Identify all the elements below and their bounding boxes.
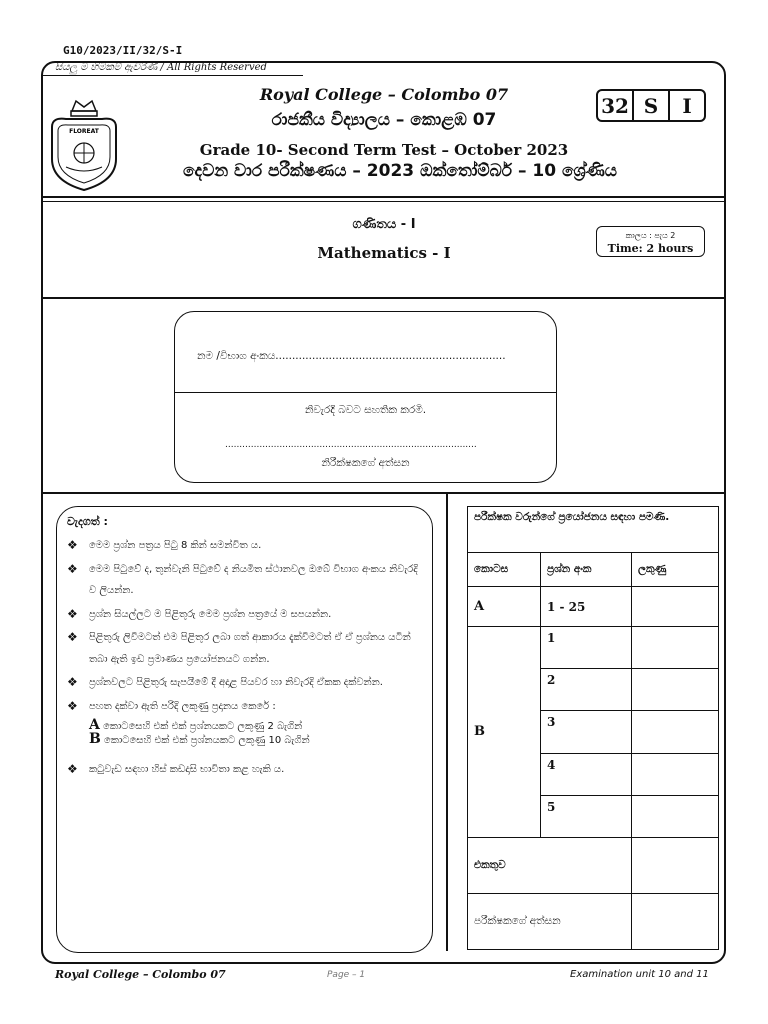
table-caption: පරීක්ෂක වරුන්ගේ ප්‍රයෝජනය සඳහා පමණි. bbox=[468, 507, 719, 553]
instruction-item: ❖ මෙම පිටුවේ ද, තුන්වැනි පිටුවේ ද නියමිත ස්ථානවල ඔබේ විභාග අංකය නිවැරදි ව ලියන්න. bbox=[67, 559, 420, 602]
question-number: 1 bbox=[541, 627, 632, 669]
part-b-cell: B bbox=[468, 627, 541, 837]
certify-text: නිවැරදි බවට සහතික කරමි. bbox=[304, 404, 427, 416]
footer-school: Royal College – Colombo 07 bbox=[55, 968, 226, 981]
part-a-letter: A bbox=[89, 717, 100, 733]
test-title-en: Grade 10- Second Term Test – October 2023 bbox=[199, 141, 569, 159]
bullet-icon: ❖ bbox=[67, 762, 78, 776]
part-a-cell: A bbox=[468, 587, 541, 627]
question-number: 4 bbox=[541, 753, 632, 795]
rights-underline bbox=[41, 75, 303, 76]
bullet-icon: ❖ bbox=[67, 538, 78, 552]
question-marks-cell[interactable] bbox=[632, 795, 719, 837]
time-si: කාලය : පැය 2 bbox=[625, 231, 676, 240]
bullet-icon: ❖ bbox=[67, 698, 78, 713]
part-a-allocation: කොටසෙහි එක් එක් ප්‍රශ්නයකට ලකුණු 2 බැගින් bbox=[103, 721, 303, 732]
bullet-icon: ❖ bbox=[67, 675, 78, 689]
instruction-item: ❖ පිළිතුරු ලිවීමටත් එම පිළිතුර ලබා ගත් ආකාරය දැක්වීමටත් ඒ ඒ ප්‍රශ්නය යටින් තබා ඇති ඉඩ ප්‍රමාණය ප්‍රයෝජනයට ගන්න. bbox=[67, 627, 420, 670]
header-rule-2 bbox=[41, 201, 726, 202]
instruction-item: ❖ කටුවැඩ සඳහා හිස් කඩදාසි භාවිතා කළ හැකි ය. bbox=[67, 759, 420, 781]
instructions-list bbox=[67, 535, 420, 717]
time-en: Time: 2 hours bbox=[607, 242, 694, 255]
footer-page: Page – 1 bbox=[327, 970, 366, 980]
document-code: G10/2023/II/32/S-I bbox=[63, 44, 183, 57]
part-b-letter: B bbox=[89, 731, 101, 747]
examiner-marks-table bbox=[467, 506, 719, 950]
part-b-allocation: කොටසෙහි එක් එක් ප්‍රශ්නයකට ලකුණු 10 බැගින් bbox=[104, 735, 310, 746]
question-marks-cell[interactable] bbox=[632, 627, 719, 669]
time-box bbox=[596, 226, 705, 257]
part-a-marks-cell[interactable] bbox=[632, 587, 719, 627]
supervisor-signature-label: නිරීක්ෂකගේ අත්සන bbox=[321, 457, 410, 469]
rights-notice: සියලු ම හිමිකම් ඇවිරිණි / All Rights Reserved bbox=[55, 62, 267, 73]
school-name-en: Royal College – Colombo 07 bbox=[259, 85, 509, 104]
header-marks: ලකුණු bbox=[632, 553, 719, 587]
subject-en: Mathematics - I bbox=[317, 244, 451, 262]
question-marks-cell[interactable] bbox=[632, 753, 719, 795]
header-part: කොටස bbox=[468, 553, 541, 587]
signature-line[interactable]: ........................................................................................ bbox=[225, 440, 477, 450]
examiner-signature-cell[interactable] bbox=[632, 893, 719, 949]
crest-motto: FLOREAT bbox=[69, 128, 99, 135]
question-number: 3 bbox=[541, 711, 632, 753]
footer-exam-unit: Examination unit 10 and 11 bbox=[570, 969, 709, 980]
instruction-item: ❖ ප්‍රශ්නවලට පිළිතුරු සැපයීමේ දී අදාළ පියවර හා නිවැරදි ඒකක දක්වන්න. bbox=[67, 672, 420, 694]
marks-allocation bbox=[67, 719, 420, 747]
code-box-grade: 32 bbox=[598, 91, 634, 120]
section-divider-1 bbox=[41, 297, 726, 299]
bullet-icon: ❖ bbox=[67, 561, 78, 576]
bullet-icon: ❖ bbox=[67, 630, 78, 644]
question-marks-cell[interactable] bbox=[632, 669, 719, 711]
instruction-item: ❖ පහත දක්වා ඇති පරිදි ලකුණු ප්‍රදානය කෙරේ : bbox=[67, 696, 420, 718]
paper-code-boxes bbox=[596, 89, 706, 122]
code-box-paper: I bbox=[682, 93, 692, 118]
question-marks-cell[interactable] bbox=[632, 711, 719, 753]
candidate-box-divider bbox=[175, 392, 556, 393]
candidate-box bbox=[174, 311, 557, 483]
section-divider-2 bbox=[41, 492, 726, 494]
code-box-stream: S bbox=[634, 91, 670, 120]
header-rule-1 bbox=[41, 196, 726, 198]
header-question-no: ප්‍රශ්න අංක bbox=[541, 553, 632, 587]
test-title-si: දෙවන වාර පරීක්ෂණය – 2023 ඔක්තෝම්බර් – 10 ශ්‍රේණිය bbox=[182, 161, 618, 181]
instruction-item: ❖ මෙම ප්‍රශ්න පත්‍රය පිටු 8 කින් සමන්විත ය. bbox=[67, 535, 420, 557]
name-index-field[interactable]: නම /විභාග අංකය..................................................................... bbox=[197, 350, 506, 362]
bullet-icon: ❖ bbox=[67, 606, 78, 621]
column-divider bbox=[446, 493, 448, 951]
total-marks-cell[interactable] bbox=[632, 837, 719, 893]
part-a-range: 1 - 25 bbox=[541, 587, 632, 627]
school-name-si: රාජකීය විද්‍යාලය – කොළඹ 07 bbox=[271, 110, 497, 130]
total-label: එකතුව bbox=[468, 837, 632, 893]
instructions-list-tail bbox=[67, 759, 420, 781]
subject-si: ගණිතය - I bbox=[352, 217, 416, 232]
question-number: 2 bbox=[541, 669, 632, 711]
question-number: 5 bbox=[541, 795, 632, 837]
examiner-signature-label: පරීක්ෂකගේ අත්සන bbox=[468, 893, 632, 949]
instructions-title: වැදගත් : bbox=[67, 515, 108, 528]
instruction-item: ❖ ප්‍රශ්න සියල්ලට ම පිළිතුරු මෙම ප්‍රශ්න පත්‍රයේ ම සපයන්න. bbox=[67, 604, 420, 626]
instructions-box bbox=[56, 506, 433, 953]
